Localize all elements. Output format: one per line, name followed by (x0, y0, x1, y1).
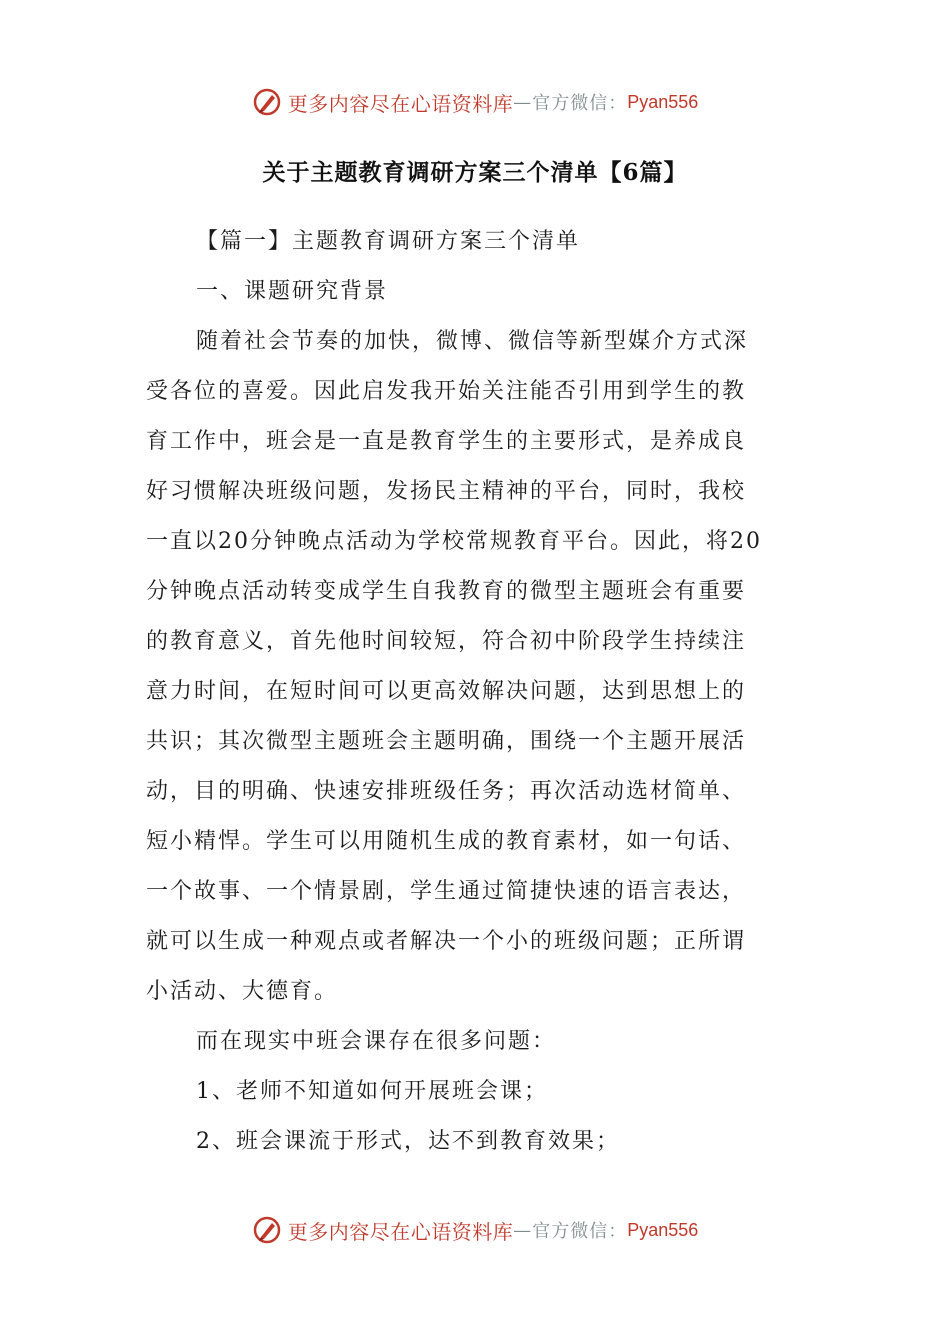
pen-logo-icon (252, 1215, 282, 1245)
paragraph-line: 受各位的喜爱。因此启发我开始关注能否引用到学生的教 (146, 379, 747, 404)
paragraph-line: 短小精悍。学生可以用随机生成的教育素材，如一句话、 (146, 829, 747, 854)
paragraph-line: 分钟晚点活动转变成学生自我教育的微型主题班会有重要 (146, 579, 747, 604)
banner-sub-text: 官方微信： (532, 93, 628, 114)
paragraph-line: 而在现实中班会课存在很多问题： (196, 1029, 557, 1054)
document-title: 关于主题教育调研方案三个清单【6篇】 (262, 159, 688, 186)
footer-banner (0, 1210, 950, 1250)
list-item: 2、班会课流于形式，达不到教育效果； (196, 1129, 620, 1154)
banner-main-text: 更多内容尽在心语资料库 (287, 91, 514, 116)
banner-dash: — (513, 1219, 533, 1241)
paragraph-line: 一直以20分钟晚点活动为学校常规教育平台。因此，将20 (146, 529, 762, 554)
document-body (146, 217, 806, 1167)
subsection-heading: 一、课题研究背景 (196, 279, 389, 304)
banner-wechat-id: Pyan556 (627, 1219, 699, 1240)
paragraph-line: 共识；其次微型主题班会主题明确，围绕一个主题开展活 (146, 729, 747, 754)
banner-dash: — (513, 91, 533, 113)
paragraph-line: 一个故事、一个情景剧，学生通过简捷快速的语言表达， (146, 879, 747, 904)
paragraph-line: 好习惯解决班级问题，发扬民主精神的平台，同时，我校 (146, 479, 747, 504)
paragraph-line: 意力时间，在短时间可以更高效解决问题，达到思想上的 (146, 679, 747, 704)
banner-sub-text: 官方微信： (532, 1221, 628, 1242)
paragraph-line: 小活动、大德育。 (146, 979, 339, 1004)
paragraph-line: 就可以生成一种观点或者解决一个小的班级问题；正所谓 (146, 929, 747, 954)
list-item: 1、老师不知道如何开展班会课； (196, 1079, 548, 1104)
pen-logo-icon (252, 87, 282, 117)
paragraph-line: 随着社会节奏的加快，微博、微信等新型媒介方式深 (196, 329, 749, 354)
paragraph-line: 动，目的明确、快速安排班级任务；再次活动选材简单、 (146, 779, 747, 804)
header-banner (0, 82, 950, 122)
banner-wechat-id: Pyan556 (627, 91, 699, 112)
banner-main-text: 更多内容尽在心语资料库 (287, 1219, 514, 1244)
paragraph-line: 育工作中，班会是一直是教育学生的主要形式，是养成良 (146, 429, 747, 454)
section-heading: 【篇一】主题教育调研方案三个清单 (196, 229, 581, 254)
paragraph-line: 的教育意义，首先他时间较短，符合初中阶段学生持续注 (146, 629, 747, 654)
